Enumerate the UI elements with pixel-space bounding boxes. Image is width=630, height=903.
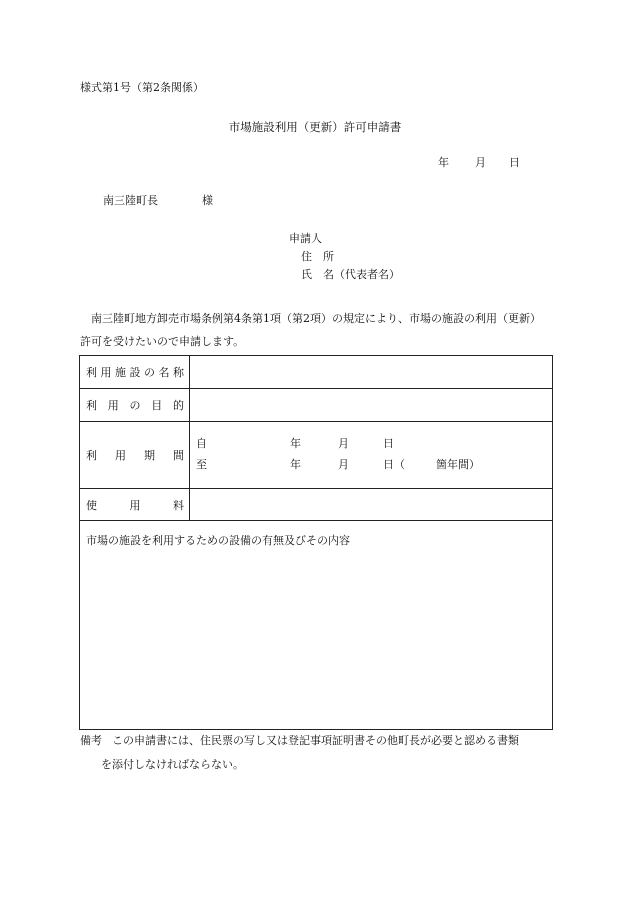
fee-label-char: 用	[129, 498, 141, 512]
applicant-address-label: 住 所	[301, 250, 334, 263]
date-day-label: 日	[509, 156, 520, 169]
remarks-line-2: を添付しなければならない。	[101, 758, 244, 771]
fee-label-char: 使	[86, 498, 97, 512]
date-line	[438, 156, 520, 170]
remarks-label: 備考	[80, 734, 102, 747]
facility-name-label-char: 施	[115, 366, 126, 379]
statement-line-2: 許可を受けたいので申請します。	[80, 335, 245, 348]
facility-name-label-char: の	[144, 366, 155, 379]
fee-field	[190, 489, 553, 521]
statement-line-1: 南三陸町地方卸売市場条例第4条第1項（第2項）の規定により、市場の施設の利用（更新）	[91, 312, 541, 325]
period-label-char: 用	[115, 449, 126, 462]
purpose-label-char: の	[129, 399, 141, 412]
purpose-row	[80, 389, 553, 422]
purpose-label-char: 用	[107, 399, 119, 412]
period-to-label: 至	[196, 458, 207, 471]
period-from-year: 年	[290, 437, 301, 450]
facility-name-label	[80, 356, 190, 389]
facility-equipment-label: 市場の施設を利用するための設備の有無及びその内容	[86, 534, 350, 547]
facility-name-label-char: 称	[173, 366, 184, 379]
purpose-label	[80, 389, 190, 422]
document-title: 市場施設利用（更新）許可申請書	[228, 120, 402, 134]
facility-name-field	[190, 356, 553, 389]
purpose-field	[190, 389, 553, 422]
fee-label-char: 料	[173, 498, 184, 512]
application-statement	[80, 307, 560, 353]
form-number: 様式第1号（第2条関係）	[80, 81, 204, 94]
purpose-label-char: 的	[173, 399, 184, 412]
facility-name-row	[80, 356, 553, 389]
date-month-label: 月	[475, 156, 486, 169]
period-label-char: 間	[173, 449, 184, 462]
facility-name-label-char: 名	[158, 366, 170, 379]
applicant-name-label: 氏 名（代表者名）	[301, 268, 400, 281]
addressee-name: 南三陸町長	[103, 194, 158, 207]
purpose-label-char: 目	[151, 399, 163, 412]
facility-equipment-row	[80, 521, 553, 730]
period-label-char: 期	[144, 449, 155, 462]
fee-row	[80, 489, 553, 521]
addressee-honorific: 様	[202, 194, 213, 207]
period-label	[80, 422, 190, 489]
period-from-label: 自	[196, 437, 207, 450]
period-label-char: 利	[86, 449, 97, 462]
period-to-day: 日（	[383, 458, 405, 471]
period-duration-suffix: 箇年間）	[436, 458, 480, 471]
facility-name-label-char: 利	[86, 366, 97, 379]
facility-equipment-field	[80, 521, 553, 730]
period-from-month: 月	[338, 437, 349, 450]
period-from-day: 日	[383, 437, 394, 450]
period-to-year: 年	[290, 458, 301, 471]
purpose-label-char: 利	[86, 399, 97, 412]
period-field	[190, 422, 553, 489]
remarks-line-1: 備考 この申請書には、住民票の写し又は登記事項証明書その他町長が必要と認める書類	[80, 734, 519, 747]
period-to-month: 月	[338, 458, 349, 471]
applicant-heading: 申請人	[289, 232, 322, 245]
facility-name-label-char: 設	[129, 366, 141, 379]
remarks	[80, 729, 560, 777]
facility-name-label-char: 用	[100, 366, 112, 379]
fee-label	[80, 489, 190, 521]
addressee	[103, 194, 213, 208]
application-table	[79, 355, 553, 730]
period-row	[80, 422, 553, 489]
date-year-label: 年	[438, 156, 449, 169]
